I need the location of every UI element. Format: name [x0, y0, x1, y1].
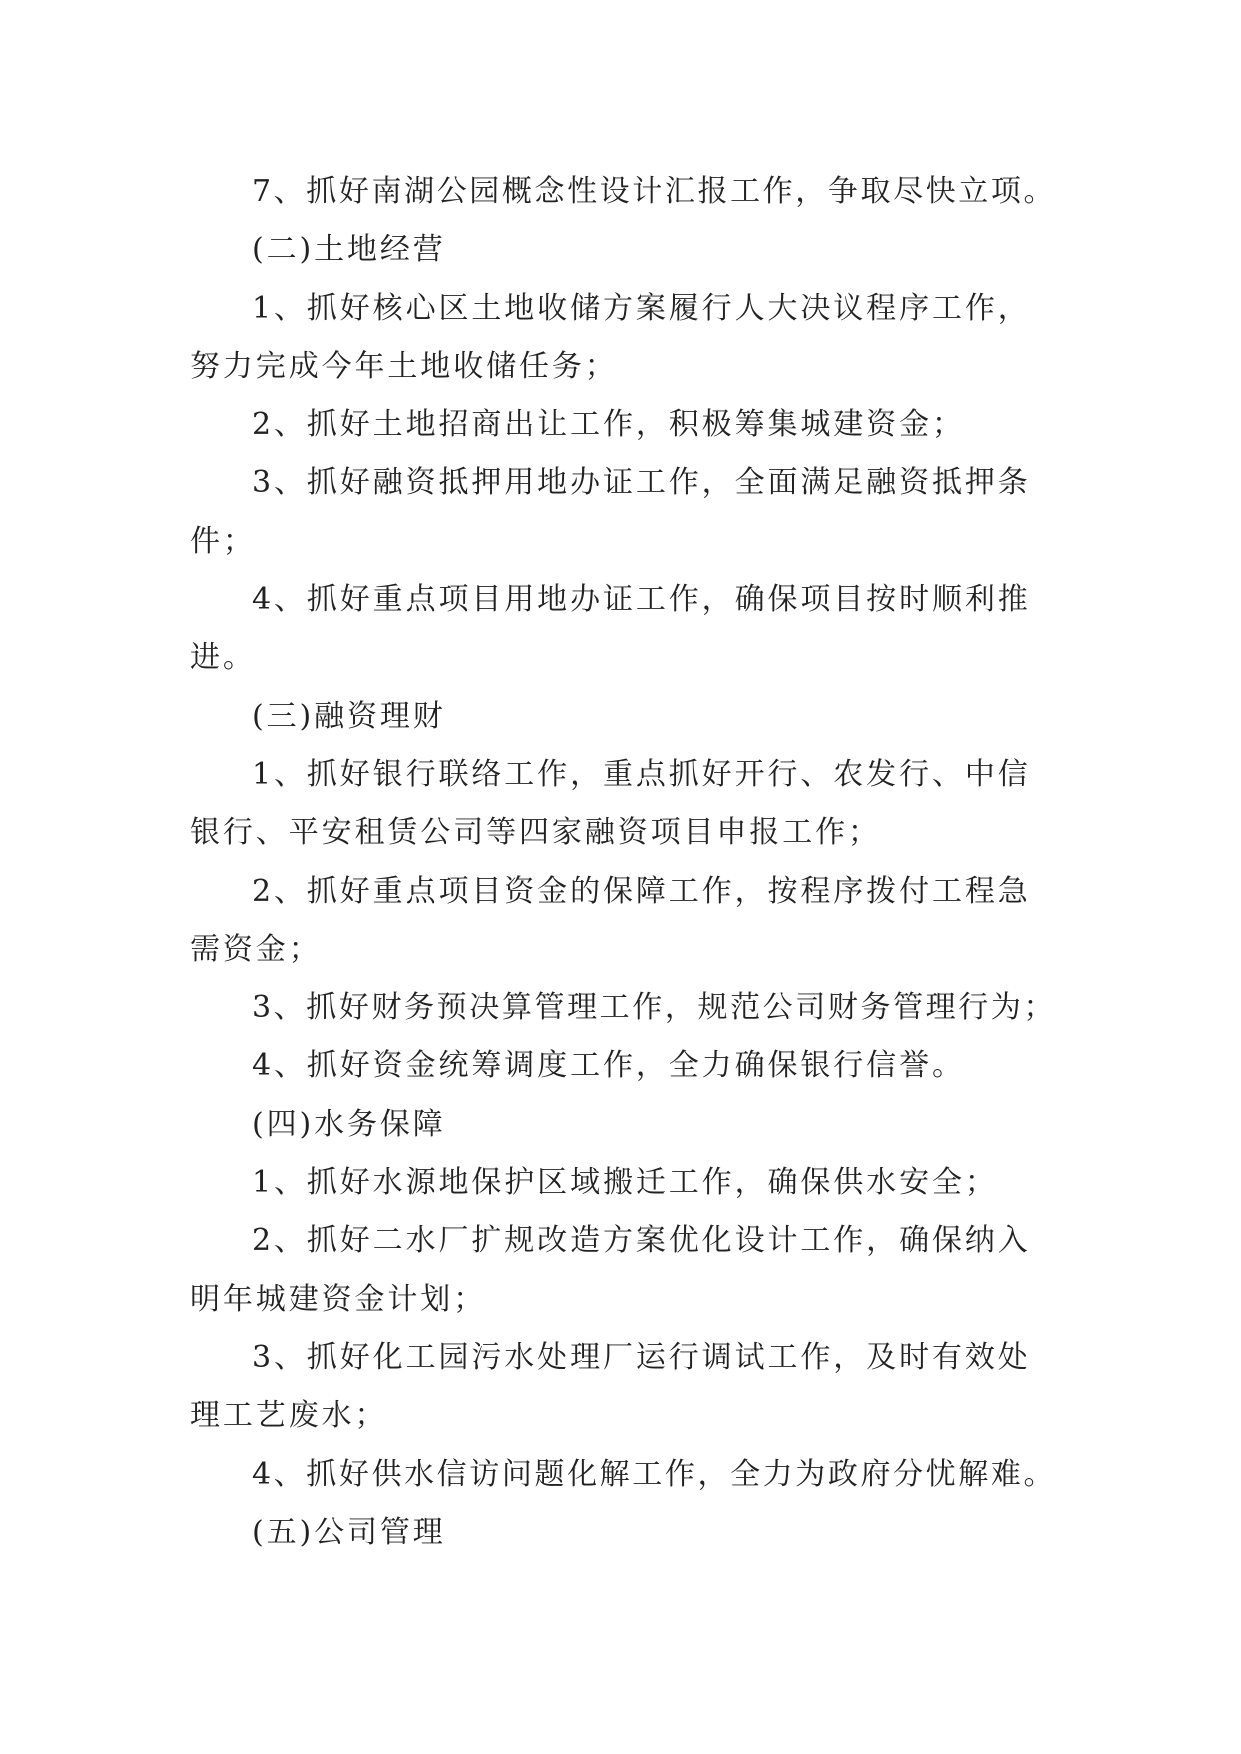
text-line: 1、抓好水源地保护区域搬迁工作，确保供水安全； — [252, 1165, 998, 1201]
text-line: 银行、平安租赁公司等四家融资项目申报工作； — [190, 815, 881, 851]
text-line: 1、抓好银行联络工作，重点抓好开行、农发行、中信 — [252, 756, 1031, 792]
text-line: 2、抓好重点项目资金的保障工作，按程序拨付工程急 — [252, 873, 1031, 909]
text-line: 2、抓好二水厂扩规改造方案优化设计工作，确保纳入 — [252, 1223, 1031, 1259]
text-line: 努力完成今年土地收储任务； — [190, 348, 618, 384]
text-line: 4、抓好重点项目用地办证工作，确保项目按时顺利推 — [252, 582, 1031, 618]
section-heading: (二)土地经营 — [252, 232, 446, 268]
text-line: 4、抓好供水信访问题化解工作，全力为政府分忧解难。 — [252, 1456, 1057, 1492]
text-line: 7、抓好南湖公园概念性设计汇报工作，争取尽快立项。 — [252, 174, 1057, 209]
text-line: 3、抓好财务预决算管理工作，规范公司财务管理行为； — [252, 990, 1057, 1026]
text-line: 理工艺废水； — [190, 1398, 388, 1434]
section-heading: (四)水务保障 — [252, 1106, 446, 1142]
text-line: 进。 — [190, 640, 256, 676]
text-line: 1、抓好核心区土地收储方案履行人大决议程序工作， — [252, 290, 1031, 326]
text-line: 明年城建资金计划； — [190, 1281, 487, 1317]
section-heading: (三)融资理财 — [252, 698, 446, 734]
text-line: 3、抓好化工园污水处理厂运行调试工作，及时有效处 — [252, 1339, 1031, 1375]
text-line: 需资金； — [190, 931, 322, 967]
text-line: 3、抓好融资抵押用地办证工作，全面满足融资抵押条 — [252, 465, 1031, 501]
document-body — [190, 163, 1060, 1562]
text-line: 2、抓好土地招商出让工作，积极筹集城建资金； — [252, 407, 965, 443]
text-line: 4、抓好资金统筹调度工作，全力确保银行信誉。 — [252, 1048, 965, 1084]
section-heading: (五)公司管理 — [252, 1514, 446, 1550]
text-line: 件； — [190, 523, 256, 559]
